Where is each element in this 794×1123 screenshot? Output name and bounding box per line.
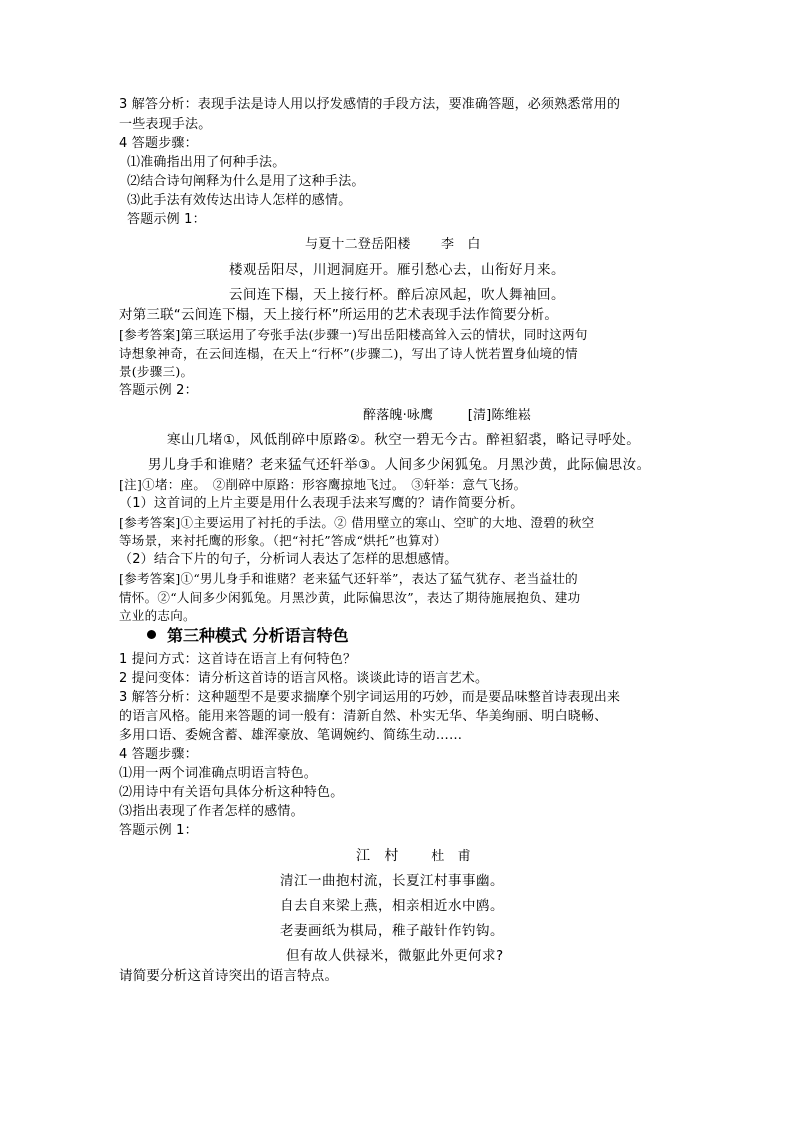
answer-text: 情怀。②“人间多少闲狐兔。月黑沙黄，此际偏思汝”，表达了期待施展抱负、建功 [119, 590, 581, 605]
question-text: （2）结合下片的句子，分析词人表达了怎样的思想感情。 [119, 552, 458, 567]
answer-text: [参考答案]①主要运用了衬托的手法。② 借用壁立的寒山、空旷的大地、澄碧的秋空 [119, 515, 595, 530]
poem-title [356, 846, 471, 867]
step-item: ⑶此手法有效传达出诗人怎样的感情。 [127, 193, 352, 208]
poem-line: 自去自来梁上燕，相亲相近水中鸥。 [280, 898, 504, 914]
poem-title-text: 江 村 [356, 848, 399, 864]
poem-line: 男儿身手和谁赌？老来猛气还轩举③。人间多少闲狐兔。月黑沙黄，此际偏思汝。 [148, 457, 651, 473]
answer-text: [参考答案]第三联运用了夸张手法(步骤一)写出岳阳楼高耸入云的情状，同时这两句 [119, 327, 588, 342]
poem-line: 老妻画纸为棋局，稚子敲针作钓钩。 [280, 923, 504, 939]
answer-text: 立业的志向。 [119, 608, 196, 623]
example-label: 答题示例 1： [127, 212, 206, 227]
poem-author: [清]陈维崧 [467, 408, 532, 423]
poem-line: 寒山几堵①，风低削碎中原路②。秋空一碧无今古。醉袒貂裘，略记寻呼处。 [167, 432, 641, 448]
analysis-text: 的语言风格。能用来答题的词一般有：清新自然、朴实无华、华美绚丽、明白晓畅、 [119, 709, 608, 724]
poem-title-text: 与夏十二登岳阳楼 [305, 237, 411, 252]
example-label: 答题示例 2： [119, 383, 198, 398]
steps-title: 4 答题步骤： [119, 747, 198, 762]
step-item: ⑵结合诗句阐释为什么是用了这种手法。 [127, 174, 365, 189]
analysis-text: 3 解答分析：这种题型不是要求揣摩个别字词运用的巧妙，而是要品味整首诗表现出来 [119, 690, 621, 705]
analysis-text: 一些表现手法。 [119, 117, 212, 132]
poem-author: 杜 甫 [431, 849, 471, 864]
step-item: ⑵用诗中有关语句具体分析这种特色。 [119, 785, 344, 800]
answer-text: 景(步骤三)。 [119, 364, 194, 379]
poem-title [363, 406, 531, 426]
poem-author: 李 白 [440, 237, 481, 252]
analysis-text: 3 解答分析：表现手法是诗人用以抒发感情的手段方法，要准确答题，必须熟悉常用的 [119, 97, 621, 112]
step-item: ⑴准确指出用了何种手法。 [127, 155, 286, 170]
step-item: ⑴用一两个词准确点明语言特色。 [119, 766, 318, 781]
answer-text: 等场景，来衬托鹰的形象。（把“衬托”答成“烘托”也算对） [119, 533, 447, 548]
answer-text: 诗想象神奇，在云间连榻，在天上“行杯”(步骤二)，写出了诗人恍若置身仙境的情 [119, 346, 578, 361]
poem-line: 楼观岳阳尽，川迥洞庭开。雁引愁心去，山衔好月来。 [229, 262, 565, 278]
example-label: 答题示例 1： [119, 823, 198, 838]
question-text: （1）这首词的上片主要是用什么表现手法来写鹰的？请作简要分析。 [119, 496, 524, 511]
answer-text: [参考答案]①“男儿身手和谁赌？老来猛气还轩举”，表达了猛气犹存、老当益壮的 [119, 571, 578, 586]
section-heading [147, 626, 349, 646]
poem-line: 清江一曲抱村流，长夏江村事事幽。 [280, 873, 504, 889]
question-text: 请简要分析这首诗突出的语言特点。 [119, 968, 339, 984]
bullet-icon [147, 630, 156, 639]
question-method: 1 提问方式：这首诗在语言上有何特色？ [119, 652, 357, 667]
step-item: ⑶指出表现了作者怎样的感情。 [119, 804, 304, 819]
poem-line: 云间连下榻，天上接行杯。醉后凉风起，吹人舞袖回。 [229, 287, 565, 303]
analysis-text: 多用口语、委婉含蓄、雄浑豪放、笔调婉约、简练生动…… [119, 728, 463, 743]
note-text: [注]①堵：座。 ②削碎中原路：形容鹰掠地飞过。 ③轩举：意气飞扬。 [119, 477, 527, 492]
poem-line: 但有故人供禄米，微躯此外更何求? [286, 948, 504, 964]
poem-title [305, 235, 481, 255]
section-heading-text: 第三种模式 分析语言特色 [167, 626, 349, 645]
poem-title-text: 醉落魄·咏鹰 [363, 408, 434, 423]
question-text: 对第三联“云间连下榻，天上接行杯”所运用的艺术表现手法作简要分析。 [119, 307, 559, 323]
steps-title: 4 答题步骤： [119, 136, 198, 151]
question-variant: 2 提问变体：请分析这首诗的语言风格。谈谈此诗的语言艺术。 [119, 671, 489, 686]
